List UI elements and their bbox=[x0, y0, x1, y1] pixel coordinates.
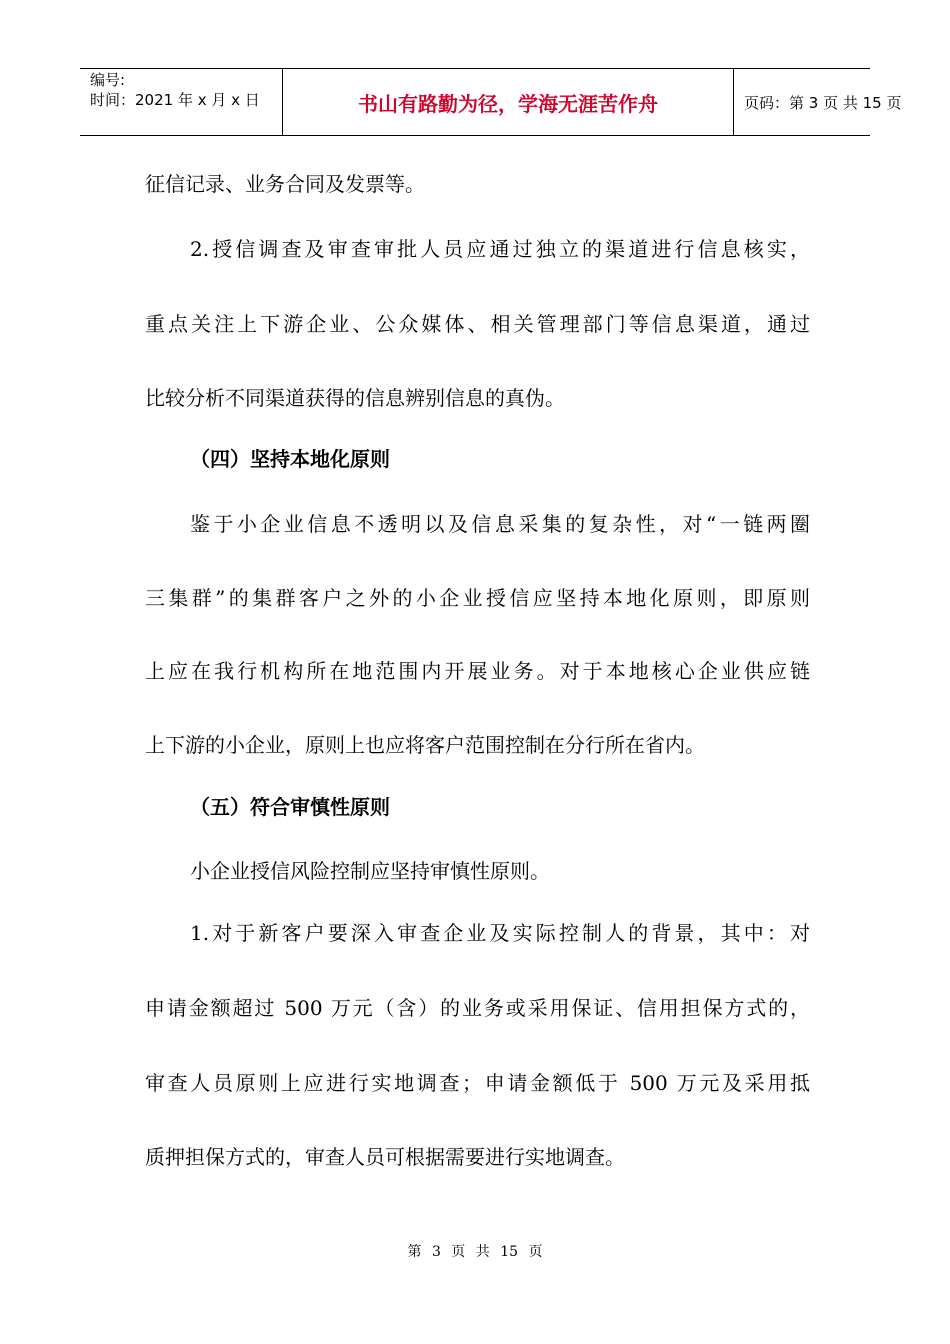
paragraph-line: 上下游的小企业，原则上也应将客户范围控制在分行所在省内。 bbox=[145, 733, 705, 757]
paragraph-line: 质押担保方式的，审查人员可根据需要进行实地调查。 bbox=[145, 1145, 625, 1169]
document-number-label: 编号: bbox=[90, 71, 126, 89]
section-heading: （五）符合审慎性原则 bbox=[190, 795, 390, 819]
paragraph-line: 审查人员原则上应进行实地调查；申请金额低于 500 万元及采用抵 bbox=[145, 1071, 810, 1095]
paragraph-line: 征信记录、业务合同及发票等。 bbox=[145, 172, 425, 196]
paragraph-line: 三集群”的集群客户之外的小企业授信应坚持本地化原则，即原则 bbox=[145, 586, 810, 610]
header-motto-cell bbox=[282, 69, 734, 135]
paragraph-line: 鉴于小企业信息不透明以及信息采集的复杂性，对“一链两圈 bbox=[190, 512, 810, 536]
document-date: 时间：2021 年 x 月 x 日 bbox=[90, 91, 260, 109]
document-header bbox=[80, 68, 902, 136]
header-motto: 书山有路勤为径，学海无涯苦作舟 bbox=[358, 92, 658, 116]
header-meta-cell bbox=[80, 69, 282, 135]
paragraph-line: 上应在我行机构所在地范围内开展业务。对于本地核心企业供应链 bbox=[145, 659, 810, 683]
paragraph-line: 比较分析不同渠道获得的信息辨别信息的真伪。 bbox=[145, 386, 565, 410]
page-footer: 第 3 页 共 15 页 bbox=[407, 1244, 543, 1260]
section-heading: （四）坚持本地化原则 bbox=[190, 447, 390, 471]
header-page-cell bbox=[734, 69, 902, 135]
paragraph-line: 重点关注上下游企业、公众媒体、相关管理部门等信息渠道，通过 bbox=[145, 312, 810, 336]
paragraph-line: 申请金额超过 500 万元（含）的业务或采用保证、信用担保方式的， bbox=[145, 996, 810, 1020]
paragraph-line: 1.对于新客户要深入审查企业及实际控制人的背景，其中：对 bbox=[190, 921, 810, 945]
paragraph-line: 小企业授信风险控制应坚持审慎性原则。 bbox=[190, 859, 550, 883]
header-page-number: 页码：第 3 页 共 15 页 bbox=[744, 94, 902, 112]
paragraph-line: 2.授信调查及审查审批人员应通过独立的渠道进行信息核实， bbox=[190, 237, 810, 261]
